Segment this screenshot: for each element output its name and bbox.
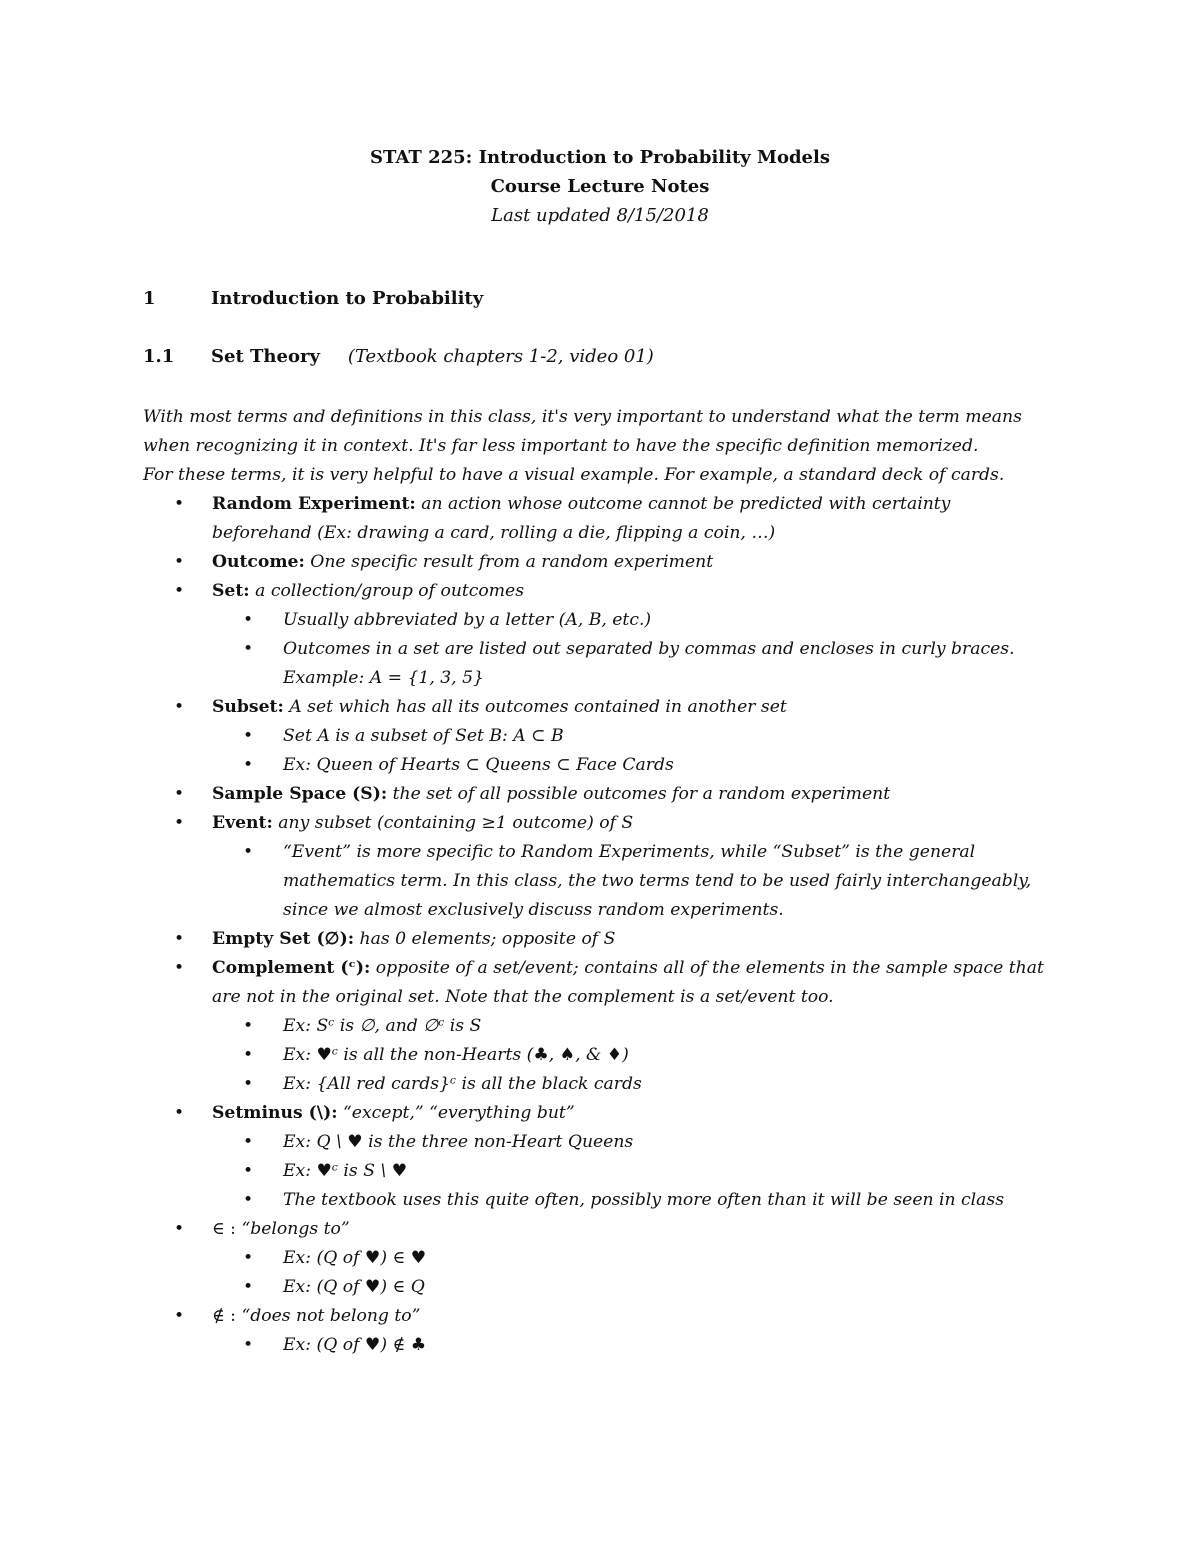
term-description: has 0 elements; opposite of S	[354, 929, 616, 949]
term-label: Empty Set (∅):	[212, 929, 355, 949]
section-heading-1-1	[143, 346, 654, 367]
term-label: ∉ :	[212, 1306, 236, 1326]
section-title: Set Theory	[211, 346, 320, 367]
last-updated: Last updated 8/15/2018	[491, 205, 709, 226]
section-note: (Textbook chapters 1-2, video 01)	[347, 346, 654, 367]
list-item-event	[143, 809, 1073, 925]
term-label: Sample Space (S):	[212, 784, 388, 804]
title-block	[0, 143, 1200, 230]
term-label: Set:	[212, 581, 250, 601]
sub-item-line: • Outcomes in a set are listed out separated by commas and encloses in curly braces.	[283, 639, 1015, 659]
sub-item: • The textbook uses this quite often, possibly more often than it will be seen in class	[212, 1186, 1073, 1215]
sub-item: • Usually abbreviated by a letter (A, B, etc.)	[212, 606, 1073, 635]
section-heading-1	[143, 288, 483, 309]
list-item-belongs-to	[143, 1215, 1073, 1302]
body-text	[143, 403, 1073, 1360]
intro-line: when recognizing it in context. It's far less important to have the specific definition memorized.	[143, 436, 979, 456]
sub-item: • Set A is a subset of Set B: A ⊂ B	[212, 722, 1073, 751]
sub-item: • Ex: (Q of ♥) ∈ ♥	[212, 1244, 1073, 1273]
term-label: Setminus (\):	[212, 1103, 338, 1123]
sub-list	[212, 1128, 1073, 1215]
term-description: an action whose outcome cannot be predicted with certainty	[415, 494, 951, 514]
term-label: ∈ :	[212, 1219, 236, 1239]
definitions-list	[143, 490, 1073, 1360]
term-label: Outcome:	[212, 552, 305, 572]
sub-list	[212, 1244, 1073, 1302]
list-item-subset	[143, 693, 1073, 780]
term-description: “belongs to”	[235, 1219, 350, 1239]
sub-list	[212, 1331, 1073, 1360]
section-number: 1.1	[143, 346, 175, 367]
sub-list	[212, 1012, 1073, 1099]
term-label: Subset:	[212, 697, 284, 717]
term-label: Event:	[212, 813, 273, 833]
term-description: a collection/group of outcomes	[249, 581, 525, 601]
sub-item: • Ex: Q \ ♥ is the three non-Heart Queens	[212, 1128, 1073, 1157]
list-item-outcome	[143, 548, 1073, 577]
term-description: are not in the original set. Note that the complement is a set/event too.	[212, 987, 834, 1007]
intro-line: With most terms and definitions in this class, it's very important to understand what the term means	[143, 407, 1022, 427]
sub-item: • Ex: Queen of Hearts ⊂ Queens ⊂ Face Cards	[212, 751, 1073, 780]
term-description: “does not belong to”	[235, 1306, 421, 1326]
sub-item	[212, 838, 1073, 925]
sub-item: • Ex: (Q of ♥) ∉ ♣	[212, 1331, 1073, 1360]
sub-list	[212, 606, 1073, 693]
section-number: 1	[143, 288, 156, 309]
sub-item: • Ex: Sᶜ is ∅, and ∅ᶜ is S	[212, 1012, 1073, 1041]
term-label: Random Experiment:	[212, 494, 416, 514]
sub-item: • Ex: {All red cards}ᶜ is all the black cards	[212, 1070, 1073, 1099]
sub-list	[212, 722, 1073, 780]
list-item-sample-space	[143, 780, 1073, 809]
term-description: A set which has all its outcomes contained in another set	[283, 697, 787, 717]
list-item-set	[143, 577, 1073, 693]
term-description: One specific result from a random experiment	[304, 552, 714, 572]
sub-item: • Ex: (Q of ♥) ∈ Q	[212, 1273, 1073, 1302]
list-item-random-experiment	[143, 490, 1073, 548]
intro-paragraph	[143, 403, 1073, 490]
document-subtitle: Course Lecture Notes	[490, 176, 710, 197]
list-item-complement	[143, 954, 1073, 1099]
sub-item: • Ex: ♥ᶜ is S \ ♥	[212, 1157, 1073, 1186]
term-description: beforehand (Ex: drawing a card, rolling a die, flipping a coin, …)	[212, 523, 776, 543]
list-item-setminus	[143, 1099, 1073, 1215]
sub-item	[212, 635, 1073, 693]
term-description: any subset (containing ≥1 outcome) of S	[272, 813, 634, 833]
term-description: opposite of a set/event; contains all of the elements in the sample space that	[370, 958, 1044, 978]
sub-item-line: mathematics term. In this class, the two terms tend to be used fairly interchangeably,	[283, 871, 1032, 891]
sub-item-line: Example: A = {1, 3, 5}	[283, 668, 484, 688]
document-title: STAT 225: Introduction to Probability Models	[370, 147, 830, 168]
list-item-empty-set	[143, 925, 1073, 954]
sub-list	[212, 838, 1073, 925]
intro-line: For these terms, it is very helpful to have a visual example. For example, a standard deck of cards.	[143, 465, 1005, 485]
term-description: “except,” “everything but”	[337, 1103, 575, 1123]
term-description: the set of all possible outcomes for a random experiment	[387, 784, 891, 804]
sub-item-line: since we almost exclusively discuss random experiments.	[283, 900, 784, 920]
sub-item-line: • “Event” is more specific to Random Experiments, while “Subset” is the general	[283, 842, 976, 862]
section-title: Introduction to Probability	[211, 288, 484, 309]
sub-item: • Ex: ♥ᶜ is all the non-Hearts (♣, ♠, & ♦)	[212, 1041, 1073, 1070]
list-item-not-belongs-to	[143, 1302, 1073, 1360]
term-label: Complement (ᶜ):	[212, 958, 371, 978]
